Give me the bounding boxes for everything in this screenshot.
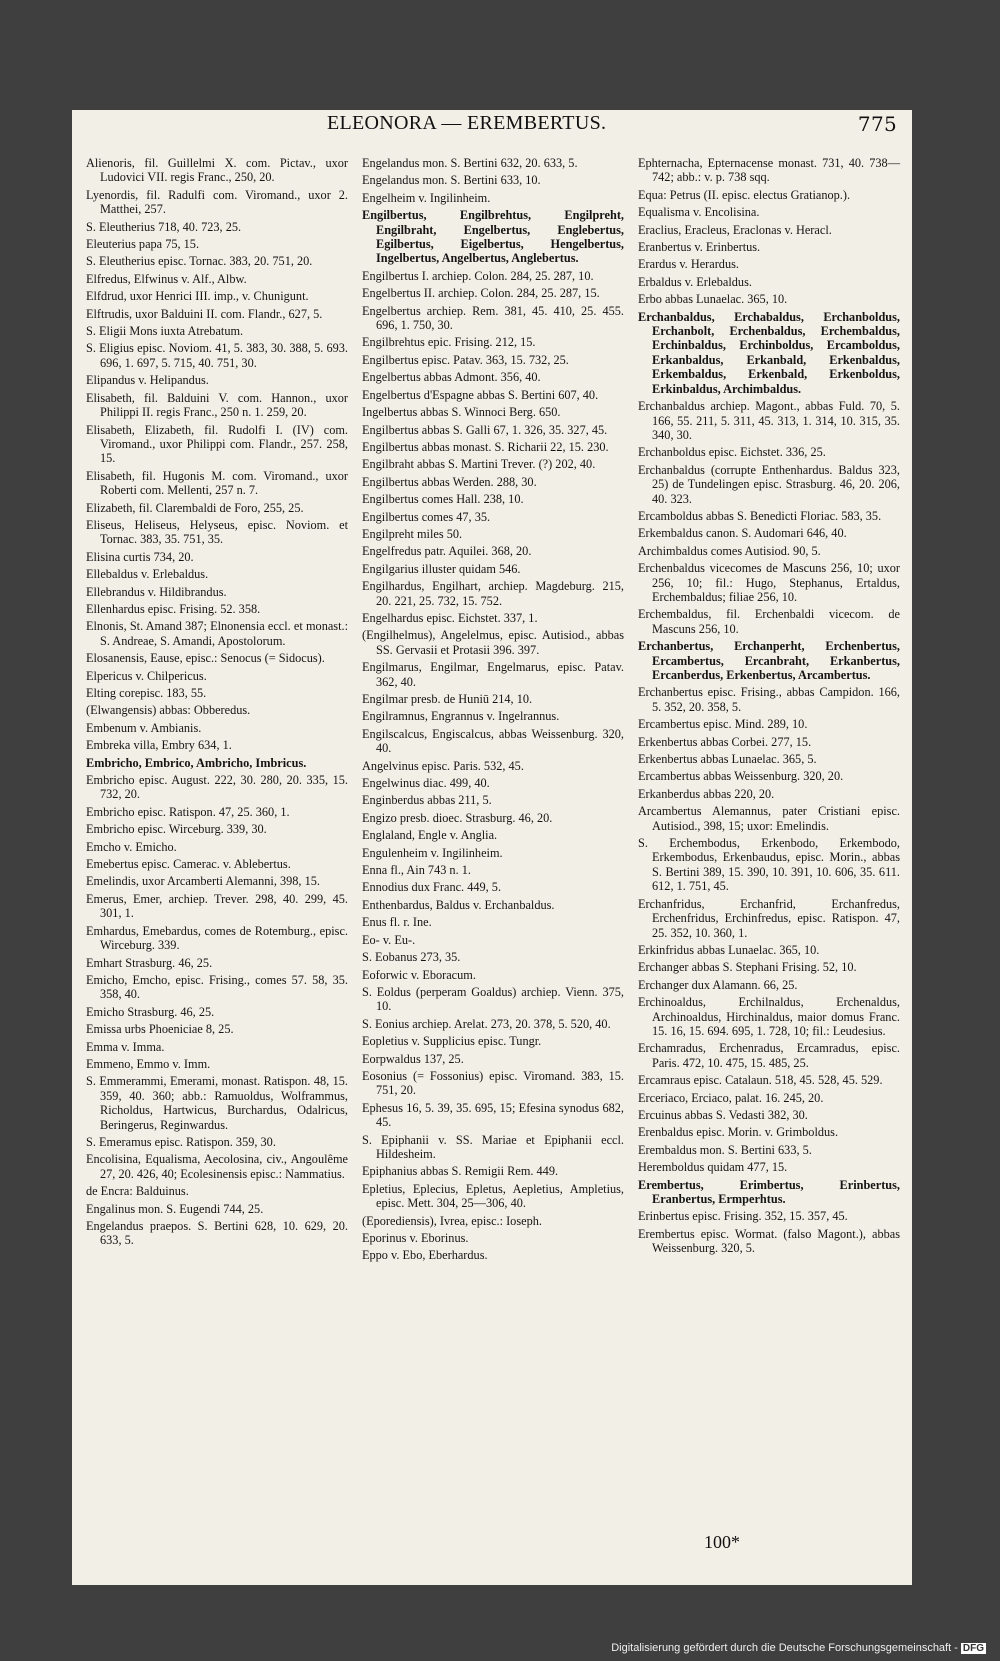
- index-entry: Ercuinus abbas S. Vedasti 382, 30.: [638, 1107, 808, 1122]
- index-entry: S. Epiphanii v. SS. Mariae et Epiphanii eccl. Hildesheim.: [362, 1132, 624, 1161]
- index-entry: Ellebrandus v. Hildibrandus.: [86, 584, 227, 599]
- index-entry: Epiphanius abbas S. Remigii Rem. 449.: [362, 1164, 559, 1179]
- index-entry: Erchanboldus episc. Eichstet. 336, 25.: [638, 445, 826, 460]
- index-entry: Engelbertus abbas Admont. 356, 40.: [362, 370, 541, 385]
- index-entry: Engelbertus II. archiep. Colon. 284, 25. 287, 15.: [362, 286, 600, 301]
- index-entry: Eranbertus v. Erinbertus.: [638, 240, 761, 255]
- index-entry: S. Eligius episc. Noviom. 41, 5. 383, 30. 388, 5. 693. 696, 1. 697, 5. 715, 40. 751, 30.: [86, 341, 348, 370]
- index-entry: Engelandus praepos. S. Bertini 628, 10. 629, 20. 633, 5.: [86, 1219, 348, 1248]
- index-entry: Embricho, Embrico, Ambricho, Imbricus.: [86, 755, 307, 770]
- index-entry: Erchenbaldus vicecomes de Mascuns 256, 10; uxor 256, 10; fil.: Hugo, Stephanus, Ertaldus, Erchembaldus; filiae 256, 10.: [638, 561, 900, 604]
- index-entry: (Engilhelmus), Angelelmus, episc. Autisiod., abbas SS. Gervasii et Protasii 396. 397.: [362, 628, 624, 657]
- dfg-logo: DFG: [962, 1643, 984, 1654]
- index-entry: S. Eobanus 273, 35.: [362, 950, 461, 965]
- index-entry: Engilgarius illuster quidam 546.: [362, 561, 521, 576]
- index-entry: Erkenbertus abbas Corbei. 277, 15.: [638, 734, 812, 749]
- index-entry: Erchanbertus episc. Frising., abbas Campidon. 166, 5. 352, 20. 358, 5.: [638, 685, 900, 714]
- index-entry: Eorpwaldus 137, 25.: [362, 1051, 464, 1066]
- index-entry: S. Eleutherius episc. Tornac. 383, 20. 751, 20.: [86, 254, 313, 269]
- index-entry: Engilramnus, Engrannus v. Ingelrannus.: [362, 709, 560, 724]
- index-entry: Engelandus mon. S. Bertini 633, 10.: [362, 173, 541, 188]
- index-entry: Engulenheim v. Ingilinheim.: [362, 845, 503, 860]
- index-column-right: [638, 156, 900, 1259]
- index-entry: Engilpreht miles 50.: [362, 526, 463, 541]
- index-entry: Elisabeth, fil. Balduini V. com. Hannon., uxor Philippi II. regis Franc., 250 n. 1. 259, 20.: [86, 390, 348, 420]
- index-entry: Eliseus, Heliseus, Helyseus, episc. Noviom. et Tornac. 383, 35. 751, 35.: [86, 517, 348, 547]
- index-entry: Elfredus, Elfwinus v. Alf., Albw.: [86, 271, 247, 286]
- index-entry: Emcho v. Emicho.: [86, 839, 177, 854]
- index-entry: Erkinfridus abbas Lunaelac. 365, 10.: [638, 942, 820, 957]
- index-entry: Eoforwic v. Eboracum.: [362, 967, 476, 982]
- index-entry: Embreka villa, Embry 634, 1.: [86, 738, 232, 753]
- index-entry: S. Eoldus (perperam Goaldus) archiep. Vienn. 375, 10.: [362, 984, 624, 1014]
- page-title: ELEONORA — EREMBERTUS.: [327, 112, 607, 134]
- index-entry: Erkanberdus abbas 220, 20.: [638, 786, 775, 801]
- index-entry: Engelandus mon. S. Bertini 632, 20. 633, 5.: [362, 156, 578, 170]
- index-entry: Erinbertus episc. Frising. 352, 15. 357, 45.: [638, 1209, 848, 1224]
- index-entry: Engalinus mon. S. Eugendi 744, 25.: [86, 1201, 264, 1216]
- index-entry: S. Emmerammi, Emerami, monast. Ratispon. 48, 15. 359, 40. 360; abb.: Ramuoldus, Wolframmus, Richoldus, Hartwicus, Burchardus, Odalricus, Beringerus, Reginwardus.: [86, 1074, 348, 1132]
- index-entry: Elting corepisc. 183, 55.: [86, 686, 207, 700]
- index-entry: Enthenbardus, Baldus v. Erchanbaldus.: [362, 897, 555, 912]
- index-entry: Enus fl. r. Ine.: [362, 915, 432, 930]
- index-entry: Erbo abbas Lunaelac. 365, 10.: [638, 292, 788, 307]
- index-entry: Erchanbaldus archiep. Magont., abbas Fuld. 70, 5. 166, 55. 211, 5. 311, 45. 313, 1. 314, 10. 315, 35. 340, 30.: [638, 399, 900, 442]
- index-entry: Emhardus, Emebardus, comes de Rotemburg., episc. Wirceburg. 339.: [86, 923, 348, 953]
- index-entry: Elisabeth, fil. Hugonis M. com. Viromand., uxor Roberti com. Mellenti, 257 n. 7.: [86, 468, 348, 498]
- index-entry: S. Erchembodus, Erkenbodo, Erkembodo, Erkembodus, Erkenbaudus, episc. Morin., abbas S. Bertini 389, 15. 390, 10. 391, 10. 606, 35. 611. 612, 1. 751, 45.: [638, 836, 900, 894]
- index-entry: Alienoris, fil. Guillelmi X. com. Pictav., uxor Ludovici VII. regis Franc., 250, 20.: [86, 156, 348, 185]
- index-entry: Eosonius (= Fossonius) episc. Viromand. 383, 15. 751, 20.: [362, 1068, 624, 1098]
- index-entry: Ercambertus abbas Weissenburg. 320, 20.: [638, 769, 844, 784]
- index-entry: Eppo v. Ebo, Eberhardus.: [362, 1248, 488, 1263]
- index-entry: Engizo presb. dioec. Strasburg. 46, 20.: [362, 810, 553, 825]
- index-entry: Elfdrud, uxor Henrici III. imp., v. Chunigunt.: [86, 289, 309, 304]
- index-entry: S. Eligii Mons iuxta Atrebatum.: [86, 324, 244, 339]
- index-entry: Eo- v. Eu-.: [362, 932, 416, 947]
- index-entry: Enna fl., Ain 743 n. 1.: [362, 863, 471, 878]
- page-number: 775: [857, 112, 897, 136]
- index-entry: Elftrudis, uxor Balduini II. com. Flandr., 627, 5.: [86, 306, 323, 321]
- index-column-left: [86, 156, 348, 1251]
- index-entry: Engilbertus abbas monast. S. Richarii 22, 15. 230.: [362, 439, 609, 454]
- index-entry: Erchanfridus, Erchanfrid, Erchanfredus, Erchenfridus, Erchinfredus, episc. Ratispon. 47, 25. 352, 10. 360, 1.: [638, 896, 900, 940]
- index-entry: Heremboldus quidam 477, 15.: [638, 1160, 788, 1175]
- index-entry: Engilbertus abbas Werden. 288, 30.: [362, 474, 537, 489]
- index-entry: Emmeno, Emmo v. Imm.: [86, 1056, 211, 1071]
- index-entry: Erembaldus mon. S. Bertini 633, 5.: [638, 1142, 812, 1157]
- index-entry: S. Eonius archiep. Arelat. 273, 20. 378, 5. 520, 40.: [362, 1016, 611, 1031]
- index-entry: Emma v. Imma.: [86, 1039, 165, 1054]
- index-entry: Emicho Strasburg. 46, 25.: [86, 1004, 215, 1019]
- index-entry: Emhart Strasburg. 46, 25.: [86, 955, 213, 970]
- index-entry: Erembertus episc. Wormat. (falso Magont.), abbas Weissenburg. 320, 5.: [638, 1226, 900, 1256]
- index-entry: Ercamboldus abbas S. Benedicti Floriac. 583, 35.: [638, 508, 882, 523]
- index-entry: Erchinoaldus, Erchilnaldus, Erchenaldus, Archinoaldus, Hirchinaldus, maior domus Franc. 15. 16, 15. 694. 695, 1. 728, 10; fil.: Leudesius.: [638, 995, 900, 1038]
- index-entry: Erchanger dux Alamann. 66, 25.: [638, 977, 798, 992]
- credit-text: Digitalisierung gefördert durch die Deutsche Forschungsgemeinschaft -: [611, 1642, 958, 1654]
- index-entry: Engilbraht abbas S. Martini Trever. (?) 202, 40.: [362, 457, 596, 472]
- index-entry: Erchanbertus, Erchanperht, Erchenbertus, Ercambertus, Ercanbraht, Erkanbertus, Ercanberdus, Erkenbertus, Arcambertus.: [638, 639, 900, 682]
- index-entry: Erceriaco, Erciaco, palat. 16. 245, 20.: [638, 1090, 824, 1105]
- index-entry: Engelfredus patr. Aquilei. 368, 20.: [362, 544, 532, 559]
- signature-mark: 100*: [704, 1532, 740, 1552]
- index-entry: Ellebaldus v. Erlebaldus.: [86, 567, 209, 582]
- index-entry: Engilbertus, Engilbrehtus, Engilpreht, Engilbraht, Engelbertus, Englebertus, Egilbertus, Eigelbertus, Hengelbertus, Ingelbertus, Angelbertus, Anglebertus.: [362, 208, 624, 266]
- index-entry: Englaland, Engle v. Anglia.: [362, 828, 498, 843]
- index-entry: Elnonis, St. Amand 387; Elnonensia eccl. et monast.: S. Andreae, S. Amandi, Apostolorum.: [86, 619, 348, 648]
- index-entry: Emelindis, uxor Arcamberti Alemanni, 398, 15.: [86, 874, 320, 889]
- index-entry: Erardus v. Herardus.: [638, 257, 739, 272]
- index-entry: Engilbertus I. archiep. Colon. 284, 25. 287, 10.: [362, 268, 594, 283]
- index-entry: Erembertus, Erimbertus, Erinbertus, Eranbertus, Ermperhtus.: [638, 1177, 900, 1206]
- index-entry: Emicho, Emcho, episc. Frising., comes 57. 58, 35. 358, 40.: [86, 972, 348, 1002]
- index-entry: Epletius, Eplecius, Epletus, Aepletius, Ampletius, episc. Mett. 304, 25—306, 40.: [362, 1181, 624, 1211]
- index-entry: Engilmarus, Engilmar, Engelmarus, episc. Patav. 362, 40.: [362, 660, 624, 689]
- index-entry: Elpericus v. Chilpericus.: [86, 668, 207, 683]
- index-entry: Elisina curtis 734, 20.: [86, 549, 194, 564]
- index-entry: Erchamradus, Erchenradus, Ercamradus, episc. Paris. 472, 10. 475, 15. 485, 25.: [638, 1041, 900, 1070]
- index-entry: Erchembaldus, fil. Erchenbaldi vicecom. de Mascuns 256, 10.: [638, 607, 900, 636]
- index-entry: Ephternacha, Epternacense monast. 731, 40. 738—742; abb.: v. p. 738 sqq.: [638, 156, 900, 185]
- index-entry: Ellenhardus episc. Frising. 52. 358.: [86, 601, 261, 616]
- index-entry: Engelheim v. Ingilinheim.: [362, 190, 491, 205]
- index-entry: Erkembaldus canon. S. Audomari 646, 40.: [638, 526, 847, 541]
- index-entry: Ennodius dux Franc. 449, 5.: [362, 880, 502, 895]
- index-entry: Engilbertus comes Hall. 238, 10.: [362, 492, 524, 507]
- index-entry: Engelbertus archiep. Rem. 381, 45. 410, 25. 455. 696, 1. 750, 30.: [362, 303, 624, 333]
- index-entry: Engelhardus episc. Eichstet. 337, 1.: [362, 610, 538, 625]
- index-entry: de Encra: Balduinus.: [86, 1184, 189, 1199]
- index-entry: Encolisina, Equalisma, Aecolosina, civ., Angoulême 27, 20. 426, 40; Ecolesinensis episc.: Nammatius.: [86, 1152, 348, 1181]
- index-entry: Enginberdus abbas 211, 5.: [362, 793, 492, 808]
- index-entry: Eraclius, Eracleus, Eraclonas v. Heracl.: [638, 222, 832, 237]
- index-entry: Elipandus v. Helipandus.: [86, 373, 209, 388]
- index-entry: Erenbaldus episc. Morin. v. Grimboldus.: [638, 1125, 839, 1140]
- index-column-middle: [362, 156, 624, 1266]
- index-entry: Lyenordis, fil. Radulfi com. Viromand., uxor 2. Matthei, 257.: [86, 187, 348, 217]
- index-entry: Archimbaldus comes Autisiod. 90, 5.: [638, 543, 821, 558]
- index-entry: Elosanensis, Eause, episc.: Senocus (= Sidocus).: [86, 651, 325, 666]
- index-entry: Ingelbertus abbas S. Winnoci Berg. 650.: [362, 405, 561, 420]
- index-entry: Emissa urbs Phoeniciae 8, 25.: [86, 1022, 234, 1037]
- index-entry: S. Eleutherius 718, 40. 723, 25.: [86, 219, 242, 234]
- index-entry: Engelbertus d'Espagne abbas S. Bertini 607, 40.: [362, 387, 599, 402]
- index-entry: Equa: Petrus (II. episc. electus Gratianop.).: [638, 187, 851, 202]
- index-entry: Eporinus v. Eborinus.: [362, 1231, 469, 1245]
- index-entry: Engilmar presb. de Huniū 214, 10.: [362, 692, 533, 706]
- index-entry: Angelvinus episc. Paris. 532, 45.: [362, 758, 524, 773]
- index-entry: Engilbrehtus epic. Frising. 212, 15.: [362, 335, 536, 350]
- index-entry: Engelwinus diac. 499, 40.: [362, 776, 490, 791]
- index-entry: Elisabeth, Elizabeth, fil. Rudolfi I. (IV) com. Viromand., uxor Philippi com. Flandr., 257. 258, 15.: [86, 422, 348, 466]
- index-entry: Arcambertus Alemannus, pater Cristiani episc. Autisiod., 398, 15; uxor: Emelindis.: [638, 804, 900, 833]
- index-entry: Emerus, Emer, archiep. Trever. 298, 40. 299, 45. 301, 1.: [86, 891, 348, 921]
- index-entry: Embricho episc. Wirceburg. 339, 30.: [86, 822, 267, 837]
- index-entry: Erchanbaldus (corrupte Enthenhardus. Baldus 323, 25) de Tundelingen episc. Strasburg. 46, 20. 206, 40. 323.: [638, 462, 900, 506]
- index-entry: Erchanbaldus, Erchabaldus, Erchanboldus, Erchanbolt, Erchenbaldus, Erchembaldus, Erchinbaldus, Erchinboldus, Ercamboldus, Erkanbaldus, Erkanbald, Erkenbaldus, Erkembaldus, Erkenbald, Erkenboldus, Erkinbaldus, Archimbaldus.: [638, 309, 900, 396]
- index-entry: Engilbertus comes 47, 35.: [362, 509, 491, 524]
- index-entry: Ercambertus episc. Mind. 289, 10.: [638, 717, 808, 732]
- index-entry: Erkenbertus abbas Lunaelac. 365, 5.: [638, 752, 817, 767]
- index-entry: Engilbertus episc. Patav. 363, 15. 732, 25.: [362, 352, 569, 367]
- index-entry: Emebertus episc. Camerac. v. Ablebertus.: [86, 857, 291, 872]
- index-entry: Elizabeth, fil. Clarembaldi de Foro, 255, 25.: [86, 500, 304, 515]
- index-entry: Equalisma v. Encolisina.: [638, 205, 760, 220]
- digitization-credit: [611, 1642, 986, 1654]
- index-entry: Erchanger abbas S. Stephani Frising. 52, 10.: [638, 960, 857, 975]
- index-entry: Ephesus 16, 5. 39, 35. 695, 15; Efesina synodus 682, 45.: [362, 1100, 624, 1130]
- index-entry: Engilhardus, Engilhart, archiep. Magdeburg. 215, 20. 221, 25. 732, 15. 752.: [362, 579, 624, 608]
- index-entry: Engilbertus abbas S. Galli 67, 1. 326, 35. 327, 45.: [362, 422, 608, 437]
- index-entry: Embenum v. Ambianis.: [86, 720, 202, 735]
- index-entry: (Eporediensis), Ivrea, episc.: Ioseph.: [362, 1213, 542, 1228]
- index-entry: Eleuterius papa 75, 15.: [86, 237, 200, 252]
- index-entry: Erbaldus v. Erlebaldus.: [638, 274, 752, 289]
- index-entry: Embricho episc. August. 222, 30. 280, 20. 335, 15. 732, 20.: [86, 773, 348, 802]
- index-entry: Embricho episc. Ratispon. 47, 25. 360, 1.: [86, 804, 290, 819]
- index-entry: Ercamraus episc. Catalaun. 518, 45. 528, 45. 529.: [638, 1073, 883, 1088]
- index-entry: Engilscalcus, Engiscalcus, abbas Weissenburg. 320, 40.: [362, 726, 624, 756]
- index-entry: Eopletius v. Supplicius episc. Tungr.: [362, 1034, 542, 1049]
- index-entry: (Elwangensis) abbas: Obberedus.: [86, 703, 251, 718]
- index-entry: S. Emeramus episc. Ratispon. 359, 30.: [86, 1134, 276, 1149]
